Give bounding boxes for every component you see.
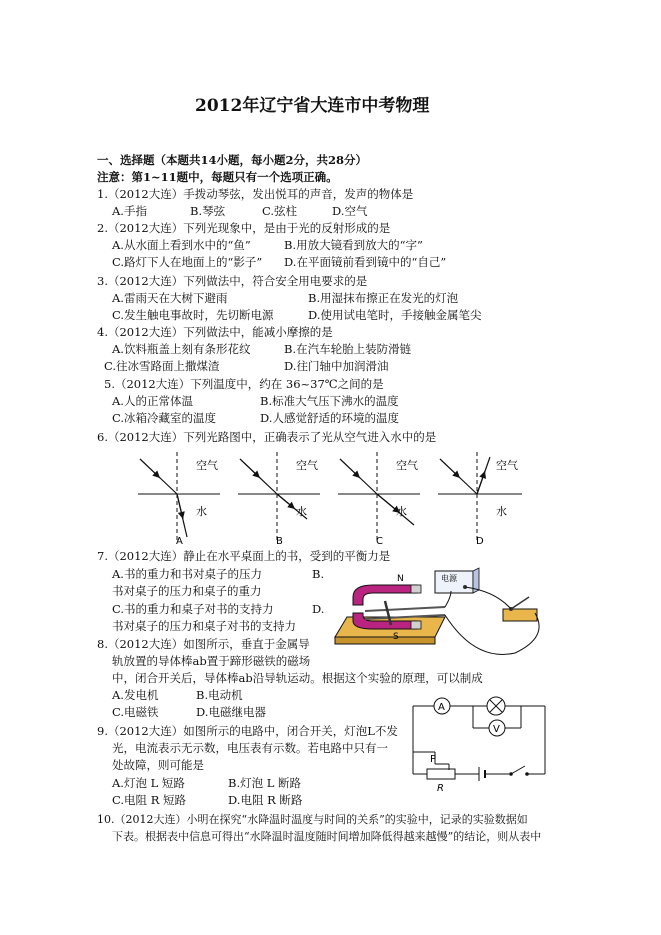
q1-option-a: A.手指: [112, 204, 147, 218]
q8-stem-line1: 8.（2012大连）如图所示，垂直于金属导: [97, 637, 310, 651]
q5-stem: 5.（2012大连）下列温度中，约在 36~37℃之间的是: [104, 377, 384, 391]
q1-option-b: B.琴弦: [190, 204, 226, 218]
q8-switch: [503, 609, 537, 621]
q8-magnet-rail-figure: [325, 567, 550, 662]
q1-stem: 1.（2012大连）手拨动琴弦，发出悦耳的声音，发声的物体是: [97, 187, 414, 201]
q9-slider-label: P: [430, 754, 437, 765]
q9-stem-line1: 9.（2012大连）如图所示的电路中，闭合开关，灯泡L不发: [97, 724, 398, 738]
q10-stem-line2: 下表。根据表中信息可得出“水降温时温度随时间增加降低得越来越慢”的结论，则从表中: [112, 830, 542, 843]
section-heading: 一、选择题（本题共14小题，每小题2分，共28分）: [97, 153, 368, 167]
q4-stem: 4.（2012大连）下列做法中，能减小摩擦的是: [97, 325, 333, 339]
q8-option-b: B.电动机: [196, 688, 243, 702]
q6-diagram-a: [138, 452, 220, 547]
q7-option-b: B.: [312, 567, 325, 581]
q9-circuit-figure: [405, 692, 555, 792]
q1-option-d: D.空气: [332, 204, 368, 218]
q9-resistor: [427, 769, 455, 779]
q6-diagram-b: [238, 452, 320, 547]
q6-c-option-label: C: [376, 536, 383, 547]
q4-option-b: B.在汽车轮胎上装防滑链: [284, 342, 412, 356]
q6-c-water-label: 水: [396, 505, 407, 518]
q6-light-path-diagrams: [100, 447, 540, 547]
q4-option-d: D.往门轴中加润滑油: [284, 359, 389, 373]
q3-option-c: C.发生触电事故时，先切断电源: [112, 308, 274, 322]
q6-d-water-label: 水: [496, 505, 507, 518]
section-note: 注意：第1~11题中，每题只有一个选项正确。: [97, 170, 338, 184]
q5-option-a: A.人的正常体温: [112, 394, 193, 408]
q6-b-water-label: 水: [296, 505, 307, 518]
q6-b-air-label: 空气: [296, 459, 318, 472]
q9-option-a: A.灯泡 L 短路: [112, 776, 185, 790]
q8-north-label: N: [397, 574, 404, 584]
q8-rail-top: [365, 607, 445, 611]
q10-stem-line1: 10.（2012大连）小明在探究“水降温时温度与时间的关系”的实验中，记录的实验数据如: [97, 813, 528, 826]
q5-option-b: B.标准大气压下沸水的温度: [260, 394, 399, 408]
q2-option-d: D.在平面镜前看到镜中的“自己”: [284, 255, 447, 269]
q6-c-air-label: 空气: [396, 459, 418, 472]
q3-option-d: D.使用试电笔时，手接触金属笔尖: [308, 308, 482, 322]
q6-diagram-c: [338, 452, 420, 547]
q6-a-air-label: 空气: [196, 459, 218, 472]
q4-option-c: C.往冰雪路面上撒煤渣: [104, 359, 220, 373]
q8-power-label: 电源: [441, 574, 457, 583]
q8-stem-line3: 中，闭合开关后，导体棒ab沿导轨运动。根据这个实验的原理，可以制成: [112, 671, 483, 685]
q5-option-d: D.人感觉舒适的环境的温度: [260, 411, 399, 425]
q9-voltmeter-label: V: [493, 724, 500, 735]
q9-option-d: D.电阻 R 断路: [228, 793, 303, 807]
q5-option-c: C.冰箱冷藏室的温度: [112, 411, 217, 425]
q2-option-c: C.路灯下人在地面上的“影子”: [112, 255, 263, 269]
q6-stem: 6.（2012大连）下列光路图中，正确表示了光从空气进入水中的是: [97, 430, 437, 444]
q7-option-c: C.书的重力和桌子对书的支持力: [112, 602, 274, 616]
q7-option-d: D.: [312, 602, 325, 616]
q6-diagram-d: [438, 452, 522, 547]
q9-stem-line2: 光，电流表示无示数，电压表有示数。若电路中只有一: [112, 741, 388, 755]
q1-option-c: C.弦柱: [262, 204, 298, 218]
q6-d-option-label: D: [476, 536, 484, 547]
q8-south-label: S: [393, 632, 399, 642]
q3-option-b: B.用湿抹布擦正在发光的灯泡: [308, 291, 459, 305]
q9-stem-line3: 处故障，则可能是: [112, 758, 204, 772]
q9-option-b: B.灯泡 L 断路: [228, 776, 302, 790]
page-title: 2012年辽宁省大连市中考物理: [195, 96, 430, 116]
q4-option-a: A.饮料瓶盖上刻有条形花纹: [112, 342, 251, 356]
q8-option-c: C.电磁铁: [112, 705, 159, 719]
q6-a-water-label: 水: [196, 505, 207, 518]
q3-option-a: A.雷雨天在大树下避雨: [112, 291, 228, 305]
q9-ammeter-label: A: [438, 702, 445, 713]
q6-a-option-label: A: [176, 536, 183, 547]
q9-switch: [511, 766, 525, 774]
q9-resistor-label: R: [437, 783, 444, 792]
q8-stem-line2: 轨放置的导体棒ab置于蹄形磁铁的磁场: [112, 654, 311, 668]
q7-option-a: A.书的重力和书对桌子的压力: [112, 567, 262, 581]
q8-option-d: D.电磁继电器: [196, 705, 266, 719]
q7-stem: 7.（2012大连）静止在水平桌面上的书，受到的平衡力是: [97, 549, 391, 563]
q6-d-air-label: 空气: [496, 459, 518, 472]
q8-option-a: A.发电机: [112, 688, 159, 702]
q9-option-c: C.电阻 R 短路: [112, 793, 187, 807]
q7-option-b-text: 书对桌子的压力和桌子的重力: [112, 584, 262, 598]
q3-stem: 3.（2012大连）下列做法中，符合安全用电要求的是: [97, 274, 368, 288]
q2-stem: 2.（2012大连）下列光现象中，是由于光的反射形成的是: [97, 221, 391, 235]
q6-b-option-label: B: [276, 536, 283, 547]
q2-option-a: A.从水面上看到水中的“鱼”: [112, 238, 251, 252]
q2-option-b: B.用放大镜看到放大的“字”: [284, 238, 423, 252]
q7-option-d-text: 书对桌子的压力和桌子对书的支持力: [112, 619, 296, 633]
